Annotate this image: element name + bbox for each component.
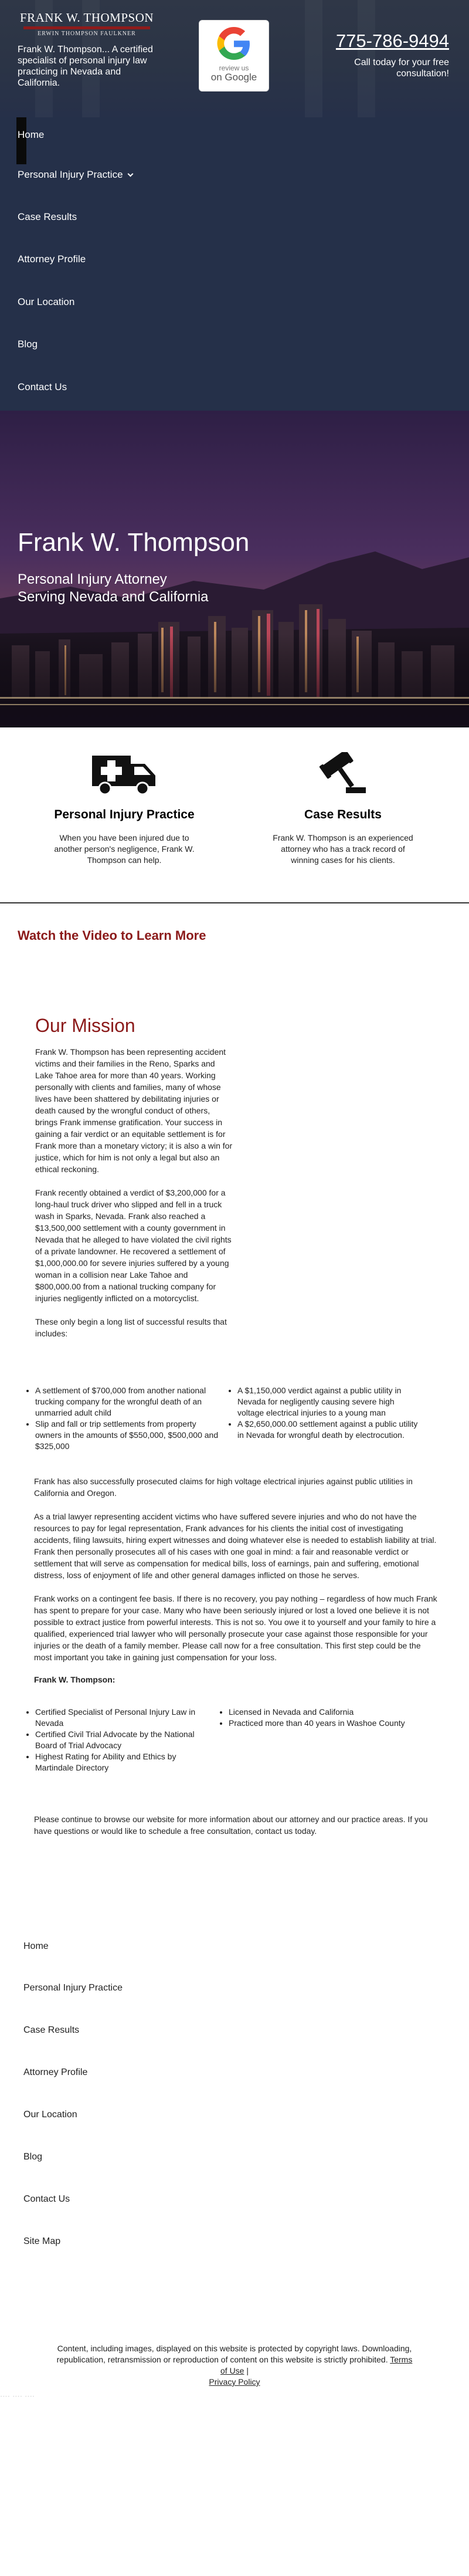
nav-item-case-results[interactable]: [18, 211, 77, 223]
video-section: [0, 903, 469, 974]
nav-item-personal-injury[interactable]: [18, 169, 132, 181]
nav-active-marker: [16, 117, 26, 164]
nav-item-label: Blog: [18, 338, 38, 350]
ambulance-icon: [91, 752, 158, 797]
video-heading: Watch the Video to Learn More: [18, 928, 206, 943]
list-item: • Licensed in Nevada and California: [229, 1707, 413, 1718]
hero-title: Frank W. Thompson: [18, 528, 250, 557]
footer-link-blog[interactable]: Blog: [23, 2152, 43, 2162]
results-column-right: [220, 1385, 422, 1452]
results-list: [18, 1351, 434, 1475]
mission-paragraph: Frank works on a contingent fee basis. If there is no recovery, you pay nothing – regardless of how much Frank has spent to prepare for your case. Many who have been seriously injured or lost a loved one believe it is not possible to extract justice from powerful interests. This is not so. You owe it to yourself and your family to hire a qualified, experienced trial lawyer who will personally prosecute your case against those responsible for your injuries or the death of a family member. Please call now for a free consultation. This first step could be the most important you take in gaining just compensation for your loss.: [34, 1594, 437, 1662]
google-name-line: on Google: [210, 72, 257, 83]
footer-link-site-map[interactable]: Site Map: [23, 2236, 61, 2246]
terms-link[interactable]: Terms of Use: [220, 2355, 413, 2375]
footer-link-case-results[interactable]: Case Results: [23, 2025, 80, 2035]
nav-item-label: Home: [18, 129, 45, 140]
mission-paragraph: Frank W. Thompson has been representing accident victims and their families in the Reno, Sparks and Lake Tahoe area for more than 40 years. Working personally with clients and families, many of whose lives have been shattered by debilitating injuries or death caused by the wrongful conduct of others, brings Frank immense gratification. Your success in gaining a fair verdict or an equitable settlement is for Frank more than a monetary victory; it is also a win for justice, which for him is not only a legal but also an ethical reckoning.: [35, 1047, 233, 1174]
footer-link-home[interactable]: Home: [23, 1941, 49, 1951]
background-column: [305, 0, 322, 117]
nav-item-label: Case Results: [18, 211, 77, 222]
site-logo[interactable]: [16, 11, 157, 39]
closing-paragraph: Please continue to browse our website for more information about our attorney and our practice areas. If you have questions or would like to schedule a free consultation, contact us today.: [34, 1815, 428, 1836]
hero-subtitle-1: Personal Injury Attorney: [18, 571, 167, 587]
privacy-link[interactable]: Privacy Policy: [209, 2377, 260, 2387]
nav-item-contact-us[interactable]: [18, 381, 67, 393]
gavel-icon: [318, 752, 368, 797]
phone-link[interactable]: 775-786-9494: [335, 31, 449, 51]
site-header: [0, 0, 469, 411]
list-item: • A $1,150,000 verdict against a public utility in Nevada for negligently causing severe high voltage electrical injuries to a young man: [237, 1385, 422, 1419]
hero-subtitle-2: Serving Nevada and California: [18, 589, 209, 605]
footer-link-personal-injury[interactable]: Personal Injury Practice: [23, 1983, 123, 1993]
google-g-icon: [216, 25, 252, 62]
feature-title: Case Results: [304, 808, 382, 821]
nav-item-label: Personal Injury Practice: [18, 169, 123, 180]
results-column-left: [18, 1385, 220, 1452]
city-skyline-illustration: [0, 411, 469, 727]
mission-paragraph: These only begin a long list of successful results that includes:: [35, 1317, 227, 1338]
credentials-list: [18, 1702, 434, 1797]
call-to-action-text: Call today for your free consultation!: [354, 57, 449, 79]
list-item: • Practiced more than 40 years in Washoe County: [229, 1718, 413, 1729]
google-review-line: review us: [219, 64, 249, 72]
nav-item-attorney-profile[interactable]: [18, 253, 86, 265]
nav-item-label: Our Location: [18, 296, 75, 307]
footer-link-attorney-profile[interactable]: Attorney Profile: [23, 2067, 88, 2077]
nav-item-blog[interactable]: [18, 338, 38, 350]
feature-cards: [0, 727, 469, 903]
feature-card-personal-injury[interactable]: [48, 752, 200, 866]
logo-name: FRANK W. THOMPSON: [19, 11, 154, 25]
list-item: • Certified Civil Trial Advocate by the National Board of Trial Advocacy: [35, 1729, 211, 1751]
list-item: • Highest Rating for Ability and Ethics by Martindale Directory: [35, 1751, 211, 1773]
mission-paragraph: Frank recently obtained a verdict of $3,200,000 for a long-haul truck driver who slipped and fell in a truck wash in Sparks, Nevada. Frank also reached a $13,500,000 settlement with a county government in Nevada that he alleged to have violated the civil rights of a private landowner. He recovered a settlement of $1,000,000.00 for severe injuries suffered by a young woman in a collision near Lake Tahoe and $800,000.00 from a national trucking company for injuries negligently inflicted on a motorcyclist.: [35, 1188, 232, 1303]
nav-item-home[interactable]: [18, 129, 44, 141]
feature-card-case-results[interactable]: [267, 752, 419, 866]
mission-paragraph: As a trial lawyer representing accident victims who have suffered severe injuries and who do not have the resources to pay for legal representation, Frank advances for his clients the initial cost of investigating accidents, filing lawsuits, hiring expert witnesses and doing whatever else is needed to establish liability at trial. Frank then personally prosecutes all of his cases with one goal in mind: a fair and reasonable verdict or settlement that will serve as compensation for medical bills, loss of earnings, pain and suffering, emotional distress, loss of enjoyment of life and other general damages inflicted on those he serves.: [34, 1512, 437, 1580]
google-review-badge[interactable]: [199, 20, 269, 92]
footer-tiny-text: ---- ---- ----: [0, 2394, 35, 2399]
nav-item-label: Contact Us: [18, 381, 67, 392]
mission-section: [0, 974, 469, 1837]
feature-title: Personal Injury Practice: [54, 808, 195, 821]
header-top: [0, 0, 469, 117]
nav-item-label: Attorney Profile: [18, 253, 86, 265]
main-nav: [0, 117, 469, 411]
feature-text: Frank W. Thompson is an experienced attorney who has a track record of winning cases for his clients.: [273, 833, 413, 865]
credentials-column-right: [211, 1707, 413, 1773]
header-tagline: Frank W. Thompson... A certified specialist of personal injury law practicing in Nevada and California.: [18, 45, 153, 88]
list-item: • Certified Specialist of Personal Injury Law in Nevada: [35, 1707, 211, 1729]
list-item: • A settlement of $700,000 from another national trucking company for the wrongful death of an unmarried adult child: [35, 1385, 220, 1419]
list-item: • Slip and fall or trip settlements from property owners in the amounts of $550,000, $500,000 and $325,000: [35, 1419, 220, 1452]
footer-link-contact-us[interactable]: Contact Us: [23, 2194, 70, 2204]
logo-divider: [23, 26, 150, 29]
nav-item-our-location[interactable]: [18, 296, 74, 308]
credentials-column-left: [18, 1707, 211, 1773]
credentials-heading: Frank W. Thompson:: [34, 1675, 115, 1684]
feature-text: When you have been injured due to another person's negligence, Frank W. Thompson can help.: [54, 833, 195, 865]
footer-link-our-location[interactable]: Our Location: [23, 2110, 77, 2120]
copyright-text: Content, including images, displayed on this website is protected by copyright laws. Downloading, republication, retransmission or reproduction of content on this website is strictly prohibited.: [56, 2344, 412, 2364]
logo-subtitle: ERWIN THOMPSON FAULKNER: [38, 31, 136, 37]
mission-paragraph: Frank has also successfully prosecuted claims for high voltage electrical injuries against public utilities in California and Oregon.: [34, 1477, 413, 1498]
copyright-notice: [53, 2343, 416, 2388]
hero-banner: [0, 411, 469, 727]
mission-title: Our Mission: [35, 1015, 135, 1036]
list-item: • A $2,650,000.00 settlement against a public utility in Nevada for wrongful death by electrocution.: [237, 1419, 422, 1441]
site-footer: [0, 1849, 469, 2402]
chevron-down-icon: [127, 171, 133, 177]
footer-separator: |: [246, 2366, 249, 2375]
